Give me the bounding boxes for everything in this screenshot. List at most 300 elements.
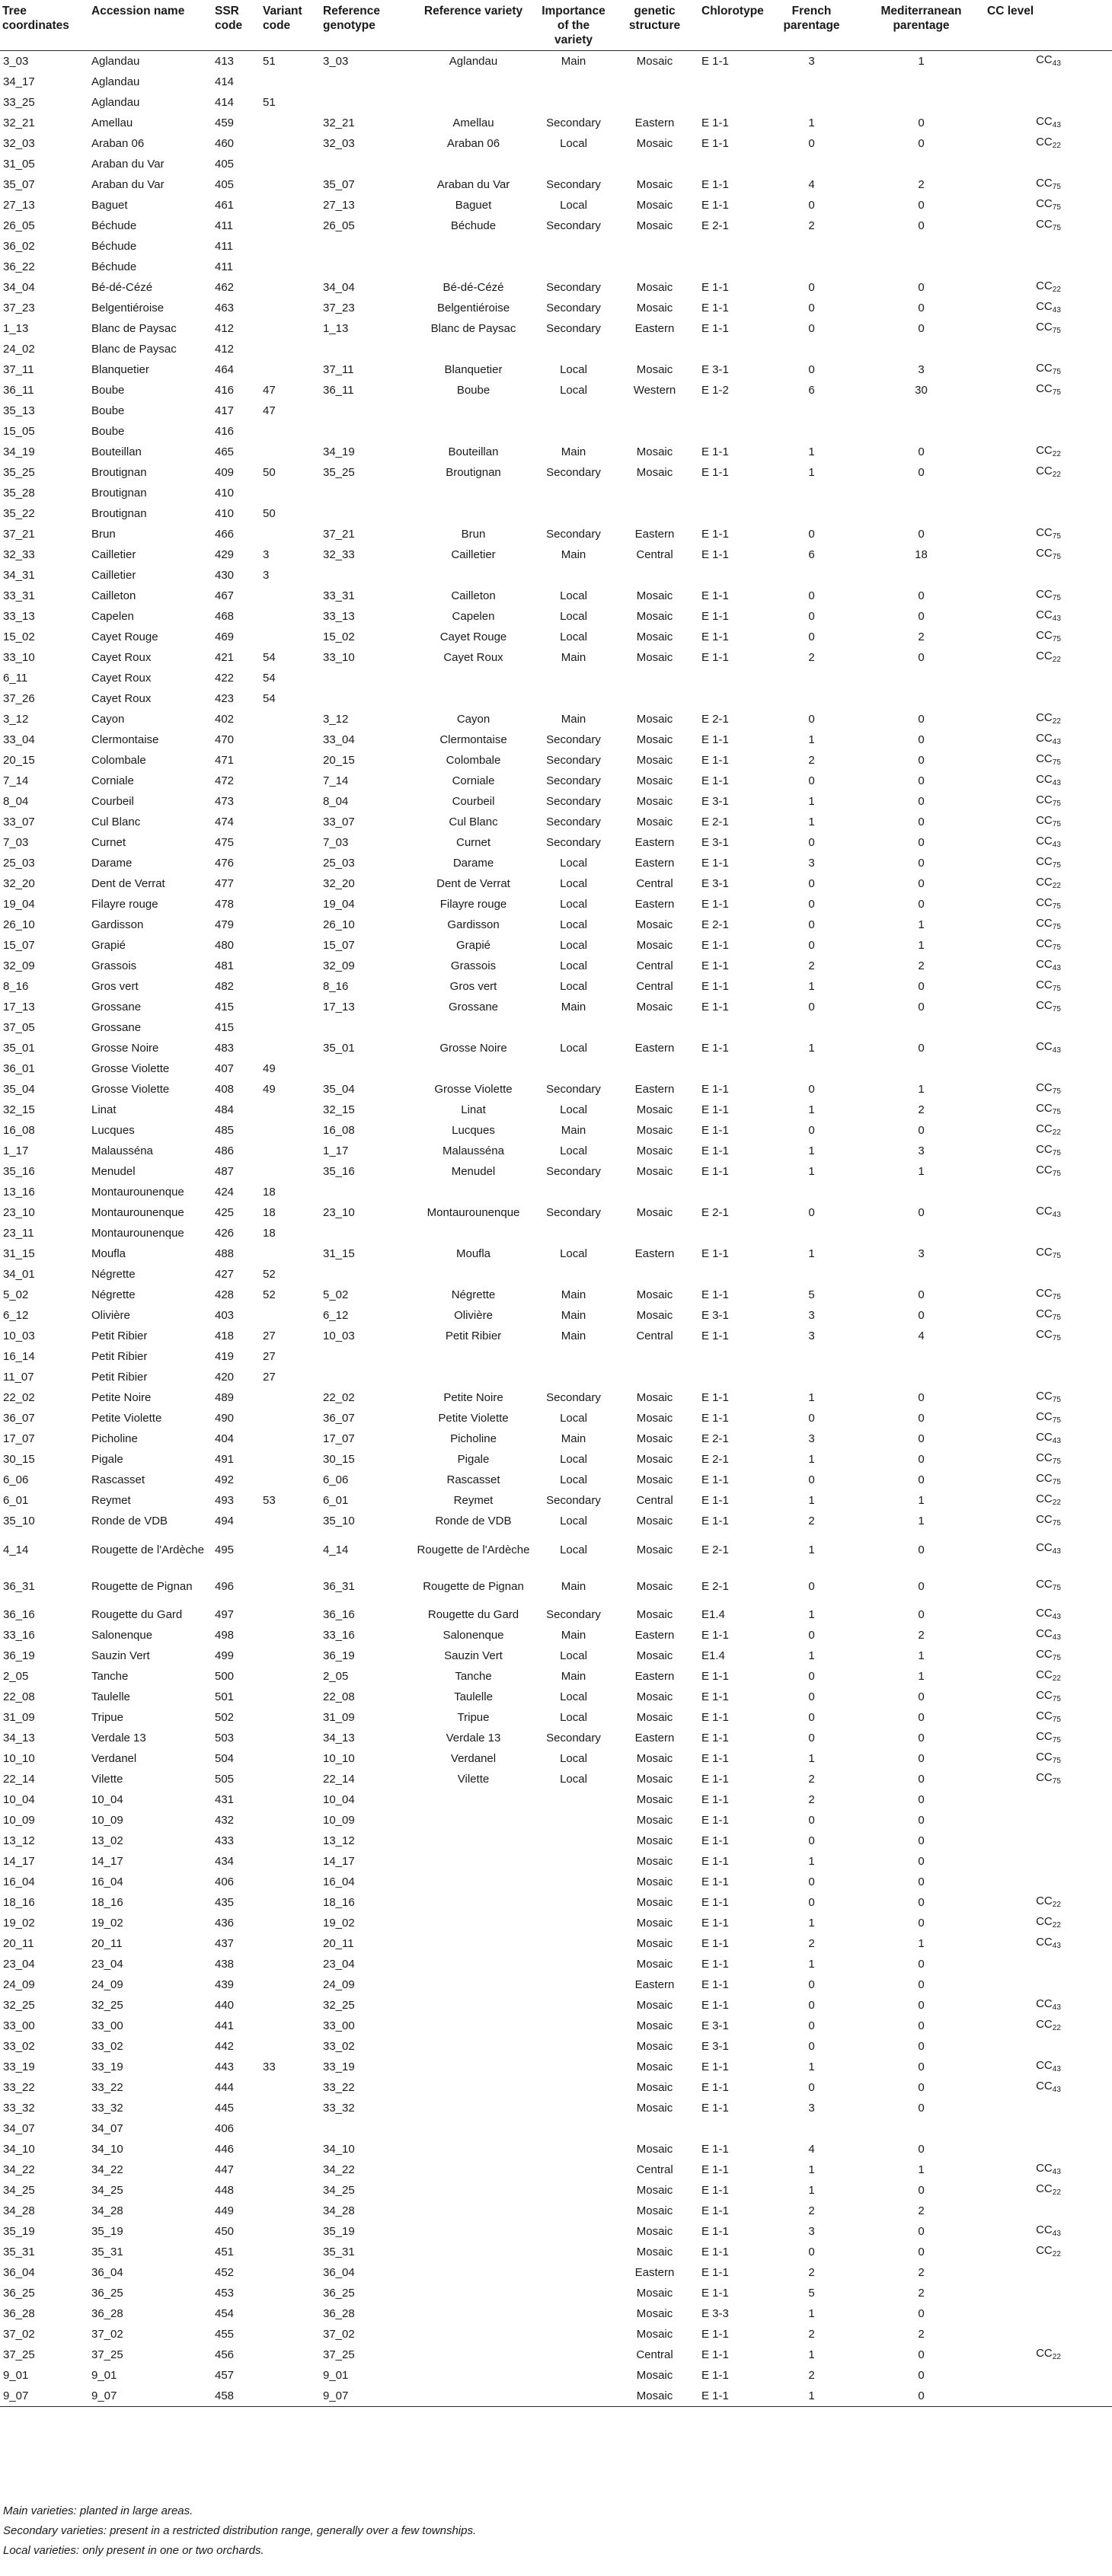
- table-row: [0, 976, 1112, 997]
- cell-cc-level: $CC_{43}$: [1036, 1039, 1061, 1055]
- cell-reference-variety: Salonenque: [443, 1629, 504, 1642]
- cell-cc-level: $CC_{75}$: [1036, 752, 1061, 767]
- cell-variant-code: [260, 1568, 321, 1604]
- cell-genetic-structure: [610, 1346, 699, 1367]
- cell-mediterranean-parentage: 0: [918, 528, 925, 541]
- cell-tree-coordinates: 37_21: [3, 528, 35, 541]
- cell-importance: [537, 1974, 610, 1995]
- cell-variant-code: 54: [263, 672, 276, 685]
- cell-mediterranean-parentage: 0: [918, 1773, 925, 1786]
- cell-accession-name: Cayet Rouge: [91, 630, 158, 643]
- cell-variant-code: [260, 2118, 321, 2139]
- table-header: [0, 0, 1112, 51]
- cell-accession-name: 20_11: [91, 1937, 123, 1950]
- cell-ssr-code: 422: [215, 672, 235, 685]
- cell-reference-variety: [410, 2159, 537, 2180]
- cell-tree-coordinates: 7_03: [3, 836, 29, 849]
- cell-reference-genotype: 19_04: [323, 898, 355, 911]
- cell-reference-variety: [410, 2324, 537, 2345]
- cell-ssr-code: 414: [215, 75, 235, 88]
- cell-chlorotype: E 1-1: [701, 1670, 729, 1683]
- cell-importance: [537, 1367, 610, 1387]
- cell-genetic-structure: [610, 421, 699, 442]
- cell-french-parentage: 0: [808, 528, 815, 541]
- cell-ssr-code: 421: [215, 651, 235, 664]
- cell-ssr-code: 482: [215, 980, 235, 993]
- table-row: [0, 1408, 1112, 1428]
- cell-reference-genotype: 33_19: [323, 2060, 355, 2073]
- cell-chlorotype: E 1-1: [701, 1042, 729, 1055]
- cell-french-parentage: 2: [808, 219, 815, 232]
- table-row: [0, 668, 1112, 688]
- cell-mediterranean-parentage: [858, 72, 985, 92]
- table-row: [0, 1285, 1112, 1305]
- cell-accession-name: 35_19: [91, 2225, 123, 2238]
- cell-variant-code: 50: [263, 466, 276, 479]
- cell-tree-coordinates: 34_22: [3, 2163, 35, 2176]
- cell-accession-name: Béchude: [91, 240, 137, 253]
- cell-chlorotype: E 1-1: [701, 1958, 729, 1971]
- cell-importance: Secondary: [546, 178, 601, 191]
- cell-french-parentage: 0: [808, 2040, 815, 2053]
- cell-reference-variety: Rascasset: [446, 1473, 500, 1486]
- cell-importance: [537, 2201, 610, 2221]
- cell-importance: Local: [560, 1412, 587, 1425]
- cell-accession-name: Salonenque: [91, 1629, 153, 1642]
- cell-chlorotype: E 1-1: [701, 898, 729, 911]
- cell-importance: [537, 2365, 610, 2386]
- cell-importance: [537, 1954, 610, 1974]
- cell-tree-coordinates: 23_04: [3, 1958, 35, 1971]
- table-row: [0, 2159, 1112, 2180]
- cell-reference-variety: [410, 2242, 537, 2262]
- cell-genetic-structure: Mosaic: [636, 2328, 673, 2341]
- cell-mediterranean-parentage: 1: [918, 55, 925, 68]
- cell-genetic-structure: Mosaic: [636, 1391, 673, 1404]
- cell-reference-variety: Courbeil: [452, 795, 495, 808]
- cell-reference-variety: [410, 2221, 537, 2242]
- cell-chlorotype: E 3-1: [701, 836, 729, 849]
- cell-ssr-code: 480: [215, 939, 235, 952]
- cell-ssr-code: 466: [215, 528, 235, 541]
- cell-french-parentage: 2: [808, 651, 815, 664]
- cell-chlorotype: E 2-1: [701, 1453, 729, 1466]
- cell-variant-code: 18: [263, 1186, 276, 1199]
- cell-mediterranean-parentage: 0: [918, 1793, 925, 1806]
- cell-ssr-code: 469: [215, 630, 235, 643]
- cell-variant-code: [260, 442, 321, 462]
- cell-cc-level: $CC_{75}$: [1036, 381, 1061, 397]
- cell-reference-genotype: 6_06: [323, 1473, 349, 1486]
- cell-importance: Main: [561, 548, 586, 561]
- cell-french-parentage: 0: [808, 939, 815, 952]
- cell-importance: [537, 1789, 610, 1810]
- cell-mediterranean-parentage: 2: [918, 2328, 925, 2341]
- cell-reference-genotype: 34_10: [323, 2143, 355, 2156]
- cell-reference-genotype: 32_20: [323, 877, 355, 890]
- cell-ssr-code: 414: [215, 96, 235, 109]
- cell-importance: Local: [560, 199, 587, 212]
- cell-ssr-code: 484: [215, 1103, 235, 1116]
- cell-mediterranean-parentage: 0: [918, 302, 925, 314]
- cell-variant-code: [260, 1449, 321, 1470]
- cell-ssr-code: 471: [215, 754, 235, 767]
- cell-genetic-structure: Mosaic: [636, 651, 673, 664]
- cell-reference-genotype: 37_11: [323, 363, 354, 376]
- header-reference-variety: Reference variety: [410, 0, 537, 51]
- cell-mediterranean-parentage: 1: [918, 1494, 925, 1507]
- cell-ssr-code: 498: [215, 1629, 235, 1642]
- cell-cc-level: $CC_{22}$: [1036, 464, 1061, 479]
- cell-accession-name: 35_31: [91, 2246, 123, 2258]
- cell-mediterranean-parentage: 0: [918, 1309, 925, 1322]
- cell-reference-variety: Taulelle: [454, 1690, 493, 1703]
- cell-reference-genotype: 30_15: [323, 1453, 355, 1466]
- cell-reference-genotype: 32_33: [323, 548, 355, 561]
- cell-tree-coordinates: 36_02: [3, 240, 35, 253]
- cell-ssr-code: 477: [215, 877, 235, 890]
- table-row: [0, 729, 1112, 750]
- cell-reference-genotype: 10_04: [323, 1793, 355, 1806]
- cell-genetic-structure: [610, 257, 699, 277]
- cell-variant-code: [260, 1428, 321, 1449]
- cell-accession-name: Tripue: [91, 1711, 123, 1724]
- cell-french-parentage: [765, 503, 858, 524]
- cell-genetic-structure: Mosaic: [636, 1515, 673, 1527]
- cell-importance: Local: [560, 898, 587, 911]
- cell-accession-name: Blanquetier: [91, 363, 149, 376]
- cell-french-parentage: 0: [808, 610, 815, 623]
- cell-cc-level: $CC_{43}$: [1036, 2079, 1061, 2094]
- cell-mediterranean-parentage: 0: [918, 2307, 925, 2320]
- cell-reference-genotype: 33_13: [323, 610, 355, 623]
- cell-reference-variety: Aglandau: [449, 55, 498, 68]
- cell-genetic-structure: Mosaic: [636, 1144, 673, 1157]
- table-row: [0, 1748, 1112, 1769]
- cell-genetic-structure: Mosaic: [636, 2204, 673, 2217]
- cell-tree-coordinates: 7_14: [3, 774, 29, 787]
- cell-variant-code: [260, 1243, 321, 1264]
- cell-chlorotype: E 1-1: [701, 1515, 729, 1527]
- cell-chlorotype: E 1-1: [701, 1629, 729, 1642]
- cell-chlorotype: E 1-1: [701, 1391, 729, 1404]
- cell-reference-variety: Tanche: [455, 1670, 492, 1683]
- cell-genetic-structure: Mosaic: [636, 2060, 673, 2073]
- cell-reference-variety: [410, 1789, 537, 1810]
- cell-reference-variety: Béchude: [450, 219, 497, 232]
- cell-genetic-structure: Mosaic: [636, 816, 673, 828]
- cell-ssr-code: 464: [215, 363, 235, 376]
- cell-french-parentage: 0: [808, 898, 815, 911]
- cell-chlorotype: E 1-1: [701, 1124, 729, 1137]
- cell-mediterranean-parentage: 0: [918, 1453, 925, 1466]
- cell-importance: [537, 2221, 610, 2242]
- cell-cc-level: $CC_{75}$: [1036, 1512, 1061, 1527]
- cell-accession-name: 18_16: [91, 1896, 123, 1909]
- table-row: [0, 92, 1112, 113]
- cell-ssr-code: 415: [215, 1001, 235, 1013]
- cell-french-parentage: [765, 483, 858, 503]
- cell-french-parentage: 1: [808, 466, 815, 479]
- cell-genetic-structure: Mosaic: [636, 1896, 673, 1909]
- cell-variant-code: [260, 1995, 321, 2016]
- cell-french-parentage: 0: [808, 1875, 815, 1888]
- cell-mediterranean-parentage: 1: [918, 1649, 925, 1662]
- cell-ssr-code: 457: [215, 2369, 235, 2382]
- cell-variant-code: [260, 1470, 321, 1490]
- cell-mediterranean-parentage: 0: [918, 1752, 925, 1765]
- cell-tree-coordinates: 8_16: [3, 980, 29, 993]
- cell-genetic-structure: Mosaic: [636, 1309, 673, 1322]
- cell-accession-name: Blanc de Paysac: [91, 322, 177, 335]
- header-french-parentage: French parentage: [765, 0, 858, 51]
- cell-importance: [537, 2262, 610, 2283]
- cell-reference-genotype: 36_25: [323, 2287, 355, 2300]
- cell-importance: Local: [560, 1515, 587, 1527]
- cell-mediterranean-parentage: 0: [918, 1875, 925, 1888]
- cell-french-parentage: 3: [808, 857, 815, 870]
- table-row: [0, 339, 1112, 359]
- cell-french-parentage: 0: [808, 1001, 815, 1013]
- cell-french-parentage: 3: [808, 2102, 815, 2115]
- cell-tree-coordinates: 14_17: [3, 1855, 35, 1868]
- cell-cc-level: [985, 565, 1112, 586]
- cell-tree-coordinates: 10_10: [3, 1752, 35, 1765]
- cell-chlorotype: [699, 1264, 765, 1285]
- cell-tree-coordinates: 35_25: [3, 466, 35, 479]
- cell-tree-coordinates: 15_07: [3, 939, 35, 952]
- cell-ssr-code: 406: [215, 2122, 235, 2135]
- cell-reference-genotype: 36_31: [323, 1579, 355, 1593]
- cell-ssr-code: 405: [215, 158, 235, 171]
- table-row: [0, 1017, 1112, 1038]
- cell-accession-name: Négrette: [91, 1288, 136, 1301]
- cell-cc-level: $CC_{43}$: [1036, 299, 1061, 314]
- cell-reference-variety: [410, 1017, 537, 1038]
- cell-mediterranean-parentage: [858, 421, 985, 442]
- cell-mediterranean-parentage: 0: [918, 2348, 925, 2361]
- cell-reference-genotype: 23_10: [323, 1206, 355, 1219]
- cell-tree-coordinates: 32_33: [3, 548, 35, 561]
- cell-chlorotype: E1.4: [701, 1649, 725, 1662]
- cell-ssr-code: 442: [215, 2040, 235, 2053]
- cell-accession-name: Belgentiéroise: [91, 302, 165, 314]
- cell-mediterranean-parentage: 0: [918, 2019, 925, 2032]
- cell-genetic-structure: Mosaic: [636, 939, 673, 952]
- cell-french-parentage: 0: [808, 322, 815, 335]
- cell-french-parentage: 1: [808, 1543, 815, 1556]
- cell-cc-level: [985, 1872, 1112, 1892]
- cell-accession-name: Araban du Var: [91, 178, 165, 191]
- cell-variant-code: [260, 812, 321, 832]
- cell-chlorotype: E 1-1: [701, 2143, 729, 2156]
- cell-reference-variety: [410, 483, 537, 503]
- cell-accession-name: Rougette de Pignan: [91, 1579, 193, 1593]
- cell-accession-name: Broutignan: [91, 487, 147, 500]
- cell-importance: [537, 1058, 610, 1079]
- cell-mediterranean-parentage: 0: [918, 2143, 925, 2156]
- cell-variant-code: [260, 1120, 321, 1141]
- cell-french-parentage: 0: [808, 589, 815, 602]
- cell-chlorotype: E 1-1: [701, 2081, 729, 2094]
- cell-genetic-structure: Mosaic: [636, 2102, 673, 2115]
- cell-chlorotype: E 1-1: [701, 1288, 729, 1301]
- cell-chlorotype: E 3-1: [701, 877, 729, 890]
- cell-cc-level: $CC_{43}$: [1036, 1606, 1061, 1621]
- cell-mediterranean-parentage: 0: [918, 1999, 925, 2012]
- table-row: [0, 1182, 1112, 1202]
- cell-cc-level: [985, 2036, 1112, 2057]
- cell-reference-genotype: 37_21: [323, 528, 355, 541]
- cell-accession-name: Aglandau: [91, 55, 140, 68]
- cell-reference-genotype: 6_01: [323, 1494, 349, 1507]
- cell-ssr-code: 493: [215, 1494, 235, 1507]
- cell-genetic-structure: Mosaic: [636, 1958, 673, 1971]
- cell-importance: [537, 565, 610, 586]
- cell-chlorotype: E 1-1: [701, 959, 729, 972]
- table-row: [0, 1161, 1112, 1182]
- cell-genetic-structure: Eastern: [634, 2266, 675, 2279]
- cell-accession-name: Tanche: [91, 1670, 129, 1683]
- cell-importance: [537, 2180, 610, 2201]
- cell-chlorotype: [699, 1182, 765, 1202]
- cell-ssr-code: 445: [215, 2102, 235, 2115]
- cell-genetic-structure: Eastern: [634, 117, 675, 129]
- cell-genetic-structure: Western: [633, 384, 676, 397]
- cell-cc-level: $CC_{22}$: [1036, 2243, 1061, 2258]
- cell-chlorotype: E 1-1: [701, 1247, 729, 1260]
- cell-chlorotype: E 1-1: [701, 548, 729, 561]
- cell-importance: [537, 2324, 610, 2345]
- cell-genetic-structure: Mosaic: [636, 1001, 673, 1013]
- header-tree-coordinates: Tree coordinates: [0, 0, 89, 51]
- cell-accession-name: 34_07: [91, 2122, 123, 2135]
- cell-chlorotype: [699, 1223, 765, 1243]
- cell-genetic-structure: Mosaic: [636, 733, 673, 746]
- cell-importance: [537, 2016, 610, 2036]
- cell-cc-level: [985, 401, 1112, 421]
- cell-reference-variety: Rougette de l'Ardèche: [417, 1543, 530, 1556]
- cell-french-parentage: 0: [808, 630, 815, 643]
- cell-reference-variety: Broutignan: [446, 466, 501, 479]
- cell-chlorotype: E 1-1: [701, 1732, 729, 1744]
- cell-accession-name: Petit Ribier: [91, 1329, 148, 1342]
- cell-french-parentage: 0: [808, 1690, 815, 1703]
- cell-variant-code: [260, 832, 321, 853]
- cell-chlorotype: E 1-1: [699, 2386, 765, 2407]
- cell-french-parentage: [765, 1058, 858, 1079]
- cell-tree-coordinates: 10_04: [3, 1793, 35, 1806]
- cell-ssr-code: 411: [215, 260, 233, 273]
- cell-variant-code: 18: [263, 1206, 276, 1219]
- cell-genetic-structure: Eastern: [634, 1083, 675, 1096]
- cell-variant-code: [260, 627, 321, 647]
- table-row: [0, 462, 1112, 483]
- cell-variant-code: 33: [263, 2060, 276, 2073]
- cell-french-parentage: 1: [808, 980, 815, 993]
- cell-reference-genotype: [321, 1017, 410, 1038]
- cell-reference-genotype: 34_28: [323, 2204, 355, 2217]
- cell-tree-coordinates: 13_12: [3, 1834, 35, 1847]
- cell-genetic-structure: Mosaic: [636, 754, 673, 767]
- cell-importance: Secondary: [546, 1165, 601, 1178]
- cell-cc-level: $CC_{43}$: [1036, 957, 1061, 972]
- cell-cc-level: [985, 1954, 1112, 1974]
- cell-chlorotype: E 1-1: [701, 55, 729, 68]
- cell-reference-variety: Cayet Rouge: [439, 630, 507, 643]
- cell-french-parentage: 0: [808, 1206, 815, 1219]
- cell-tree-coordinates: 32_03: [3, 137, 35, 150]
- cell-genetic-structure: Eastern: [634, 1247, 675, 1260]
- cell-chlorotype: E 1-2: [701, 384, 729, 397]
- cell-french-parentage: [765, 401, 858, 421]
- cell-reference-variety: Bouteillan: [448, 445, 499, 458]
- cell-reference-variety: [410, 2201, 537, 2221]
- cell-tree-coordinates: 34_17: [3, 75, 35, 88]
- cell-reference-variety: [410, 1058, 537, 1079]
- cell-cc-level: $CC_{22}$: [1036, 135, 1061, 150]
- cell-french-parentage: 1: [808, 1608, 815, 1621]
- cell-chlorotype: E 1-1: [701, 281, 729, 294]
- cell-tree-coordinates: 24_02: [3, 343, 35, 356]
- cell-reference-variety: Petit Ribier: [445, 1329, 502, 1342]
- cell-tree-coordinates: 6_06: [3, 1473, 29, 1486]
- cell-mediterranean-parentage: [858, 257, 985, 277]
- cell-cc-level: $CC_{75}$: [1036, 1750, 1061, 1765]
- cell-importance: Local: [560, 589, 587, 602]
- cell-genetic-structure: Mosaic: [636, 774, 673, 787]
- cell-french-parentage: 0: [808, 281, 815, 294]
- cell-reference-genotype: 31_15: [323, 1247, 355, 1260]
- cell-importance: Secondary: [546, 219, 601, 232]
- table-row: [0, 1305, 1112, 1326]
- cell-french-parentage: 0: [808, 1412, 815, 1425]
- cell-reference-variety: Gros vert: [449, 980, 497, 993]
- cell-mediterranean-parentage: [858, 92, 985, 113]
- cell-variant-code: [260, 1038, 321, 1058]
- cell-ssr-code: 472: [215, 774, 235, 787]
- cell-french-parentage: 0: [808, 1670, 815, 1683]
- cell-french-parentage: 5: [808, 1288, 815, 1301]
- cell-french-parentage: [765, 154, 858, 174]
- header-cc-level: CC level: [985, 0, 1112, 51]
- table-row: [0, 2180, 1112, 2201]
- cell-genetic-structure: Mosaic: [636, 445, 673, 458]
- cell-chlorotype: [699, 1346, 765, 1367]
- cell-french-parentage: [765, 1264, 858, 1285]
- cell-tree-coordinates: 36_22: [3, 260, 35, 273]
- cell-reference-genotype: 22_14: [323, 1773, 355, 1786]
- cell-reference-variety: Olivière: [454, 1309, 493, 1322]
- cell-chlorotype: E 1-1: [701, 2246, 729, 2258]
- cell-tree-coordinates: 9_07: [0, 2386, 89, 2407]
- cell-mediterranean-parentage: 0: [918, 651, 925, 664]
- table-row: [0, 956, 1112, 976]
- cell-importance: Secondary: [546, 281, 601, 294]
- cell-reference-variety: Vilette: [457, 1773, 490, 1786]
- cell-accession-name: 19_02: [91, 1917, 123, 1930]
- cell-tree-coordinates: 22_14: [3, 1773, 35, 1786]
- cell-ssr-code: 411: [215, 219, 233, 232]
- cell-reference-genotype: [321, 565, 410, 586]
- cell-accession-name: Béchude: [91, 260, 137, 273]
- cell-reference-genotype: 3_12: [323, 713, 349, 726]
- table-row: [0, 1831, 1112, 1851]
- cell-accession-name: Rougette de l'Ardèche: [91, 1543, 204, 1556]
- cell-cc-level: [985, 92, 1112, 113]
- cell-mediterranean-parentage: 0: [918, 816, 925, 828]
- cell-reference-genotype: 22_08: [323, 1690, 355, 1703]
